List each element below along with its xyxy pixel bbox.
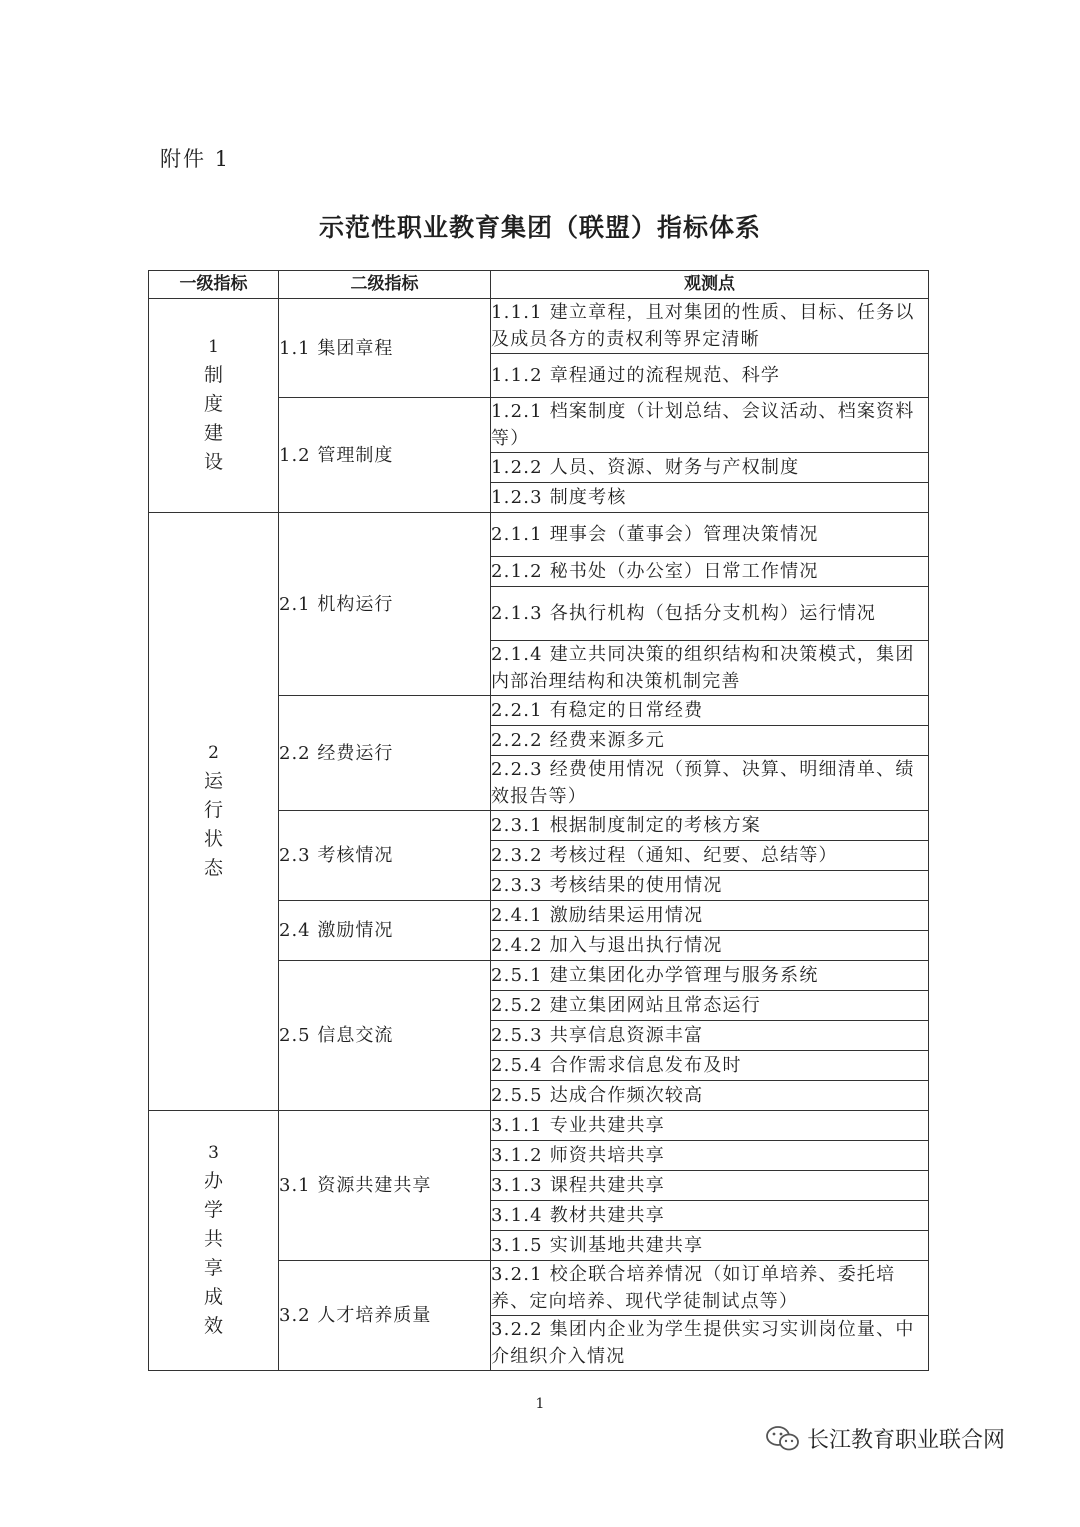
level1-char: 成 <box>203 1286 223 1308</box>
level1-char: 度 <box>203 393 223 415</box>
header-level2: 二级指标 <box>279 271 491 299</box>
level1-indicator <box>149 1111 279 1371</box>
table-header-row <box>149 271 929 299</box>
level1-number: 3 <box>208 1143 219 1163</box>
observation-point: 2.1.3 各执行机构（包括分支机构）运行情况 <box>491 587 929 641</box>
observation-point: 2.3.1 根据制度制定的考核方案 <box>491 811 929 841</box>
level1-char: 共 <box>203 1228 223 1250</box>
observation-point: 2.5.4 合作需求信息发布及时 <box>491 1051 929 1081</box>
attachment-label: 附件 1 <box>160 147 231 171</box>
watermark-text: 长江教育职业联合网 <box>807 1428 1006 1453</box>
level2-indicator: 2.3 考核情况 <box>279 811 491 901</box>
observation-point: 2.2.2 经费来源多元 <box>491 726 929 756</box>
level2-indicator: 3.1 资源共建共享 <box>279 1111 491 1261</box>
wechat-icon <box>765 1424 801 1454</box>
observation-point: 3.2.2 集团内企业为学生提供实习实训岗位量、中介组织介入情况 <box>491 1316 929 1371</box>
observation-point: 2.3.2 考核过程（通知、纪要、总结等） <box>491 841 929 871</box>
observation-point: 3.1.3 课程共建共享 <box>491 1171 929 1201</box>
observation-point: 2.2.1 有稳定的日常经费 <box>491 696 929 726</box>
table-row <box>149 1111 929 1141</box>
level1-char: 学 <box>203 1199 223 1221</box>
header-level1: 一级指标 <box>149 271 279 299</box>
observation-point: 1.1.2 章程通过的流程规范、科学 <box>491 354 929 398</box>
observation-point: 2.5.3 共享信息资源丰富 <box>491 1021 929 1051</box>
level1-char: 效 <box>203 1315 223 1337</box>
page-number: 1 <box>535 1396 545 1412</box>
observation-point: 2.4.1 激励结果运用情况 <box>491 901 929 931</box>
level1-char: 态 <box>203 857 223 879</box>
level2-indicator: 2.2 经费运行 <box>279 696 491 811</box>
observation-point: 2.5.5 达成合作频次较高 <box>491 1081 929 1111</box>
level1-char: 运 <box>203 770 223 792</box>
level1-indicator <box>149 513 279 1111</box>
observation-point: 1.2.1 档案制度（计划总结、会议活动、档案资料等） <box>491 398 929 453</box>
observation-point: 2.1.4 建立共同决策的组织结构和决策模式，集团内部治理结构和决策机制完善 <box>491 641 929 696</box>
level1-char: 办 <box>203 1170 223 1192</box>
observation-point: 3.1.4 教材共建共享 <box>491 1201 929 1231</box>
level1-char: 建 <box>203 422 223 444</box>
observation-point: 1.1.1 建立章程，且对集团的性质、目标、任务以及成员各方的责权利等界定清晰 <box>491 299 929 354</box>
level2-indicator: 3.2 人才培养质量 <box>279 1261 491 1371</box>
level1-char: 设 <box>203 451 223 473</box>
observation-point: 2.2.3 经费使用情况（预算、决算、明细清单、绩效报告等） <box>491 756 929 811</box>
watermark <box>765 1423 1005 1454</box>
header-observation: 观测点 <box>491 271 929 299</box>
level2-indicator: 2.5 信息交流 <box>279 961 491 1111</box>
observation-point: 2.1.1 理事会（董事会）管理决策情况 <box>491 513 929 557</box>
level1-char: 制 <box>203 364 223 386</box>
table-row <box>149 513 929 557</box>
observation-point: 3.2.1 校企联合培养情况（如订单培养、委托培养、定向培养、现代学徒制试点等） <box>491 1261 929 1316</box>
observation-point: 2.3.3 考核结果的使用情况 <box>491 871 929 901</box>
observation-point: 2.5.1 建立集团化办学管理与服务系统 <box>491 961 929 991</box>
observation-point: 2.1.2 秘书处（办公室）日常工作情况 <box>491 557 929 587</box>
observation-point: 3.1.5 实训基地共建共享 <box>491 1231 929 1261</box>
level1-number: 2 <box>208 743 219 763</box>
observation-point: 3.1.2 师资共培共享 <box>491 1141 929 1171</box>
level1-char: 享 <box>203 1257 223 1279</box>
level1-indicator <box>149 299 279 513</box>
observation-point: 1.2.2 人员、资源、财务与产权制度 <box>491 453 929 483</box>
level2-indicator: 2.1 机构运行 <box>279 513 491 696</box>
observation-point: 3.1.1 专业共建共享 <box>491 1111 929 1141</box>
level2-indicator: 2.4 激励情况 <box>279 901 491 961</box>
observation-point: 2.4.2 加入与退出执行情况 <box>491 931 929 961</box>
level1-char: 行 <box>203 799 223 821</box>
observation-point: 2.5.2 建立集团网站且常态运行 <box>491 991 929 1021</box>
observation-point: 1.2.3 制度考核 <box>491 483 929 513</box>
level2-indicator: 1.2 管理制度 <box>279 398 491 513</box>
level2-indicator: 1.1 集团章程 <box>279 299 491 398</box>
level1-number: 1 <box>208 337 219 357</box>
document-title: 示范性职业教育集团（联盟）指标体系 <box>318 213 761 242</box>
indicator-table <box>148 270 929 1371</box>
table-row <box>149 299 929 354</box>
level1-char: 状 <box>203 828 223 850</box>
